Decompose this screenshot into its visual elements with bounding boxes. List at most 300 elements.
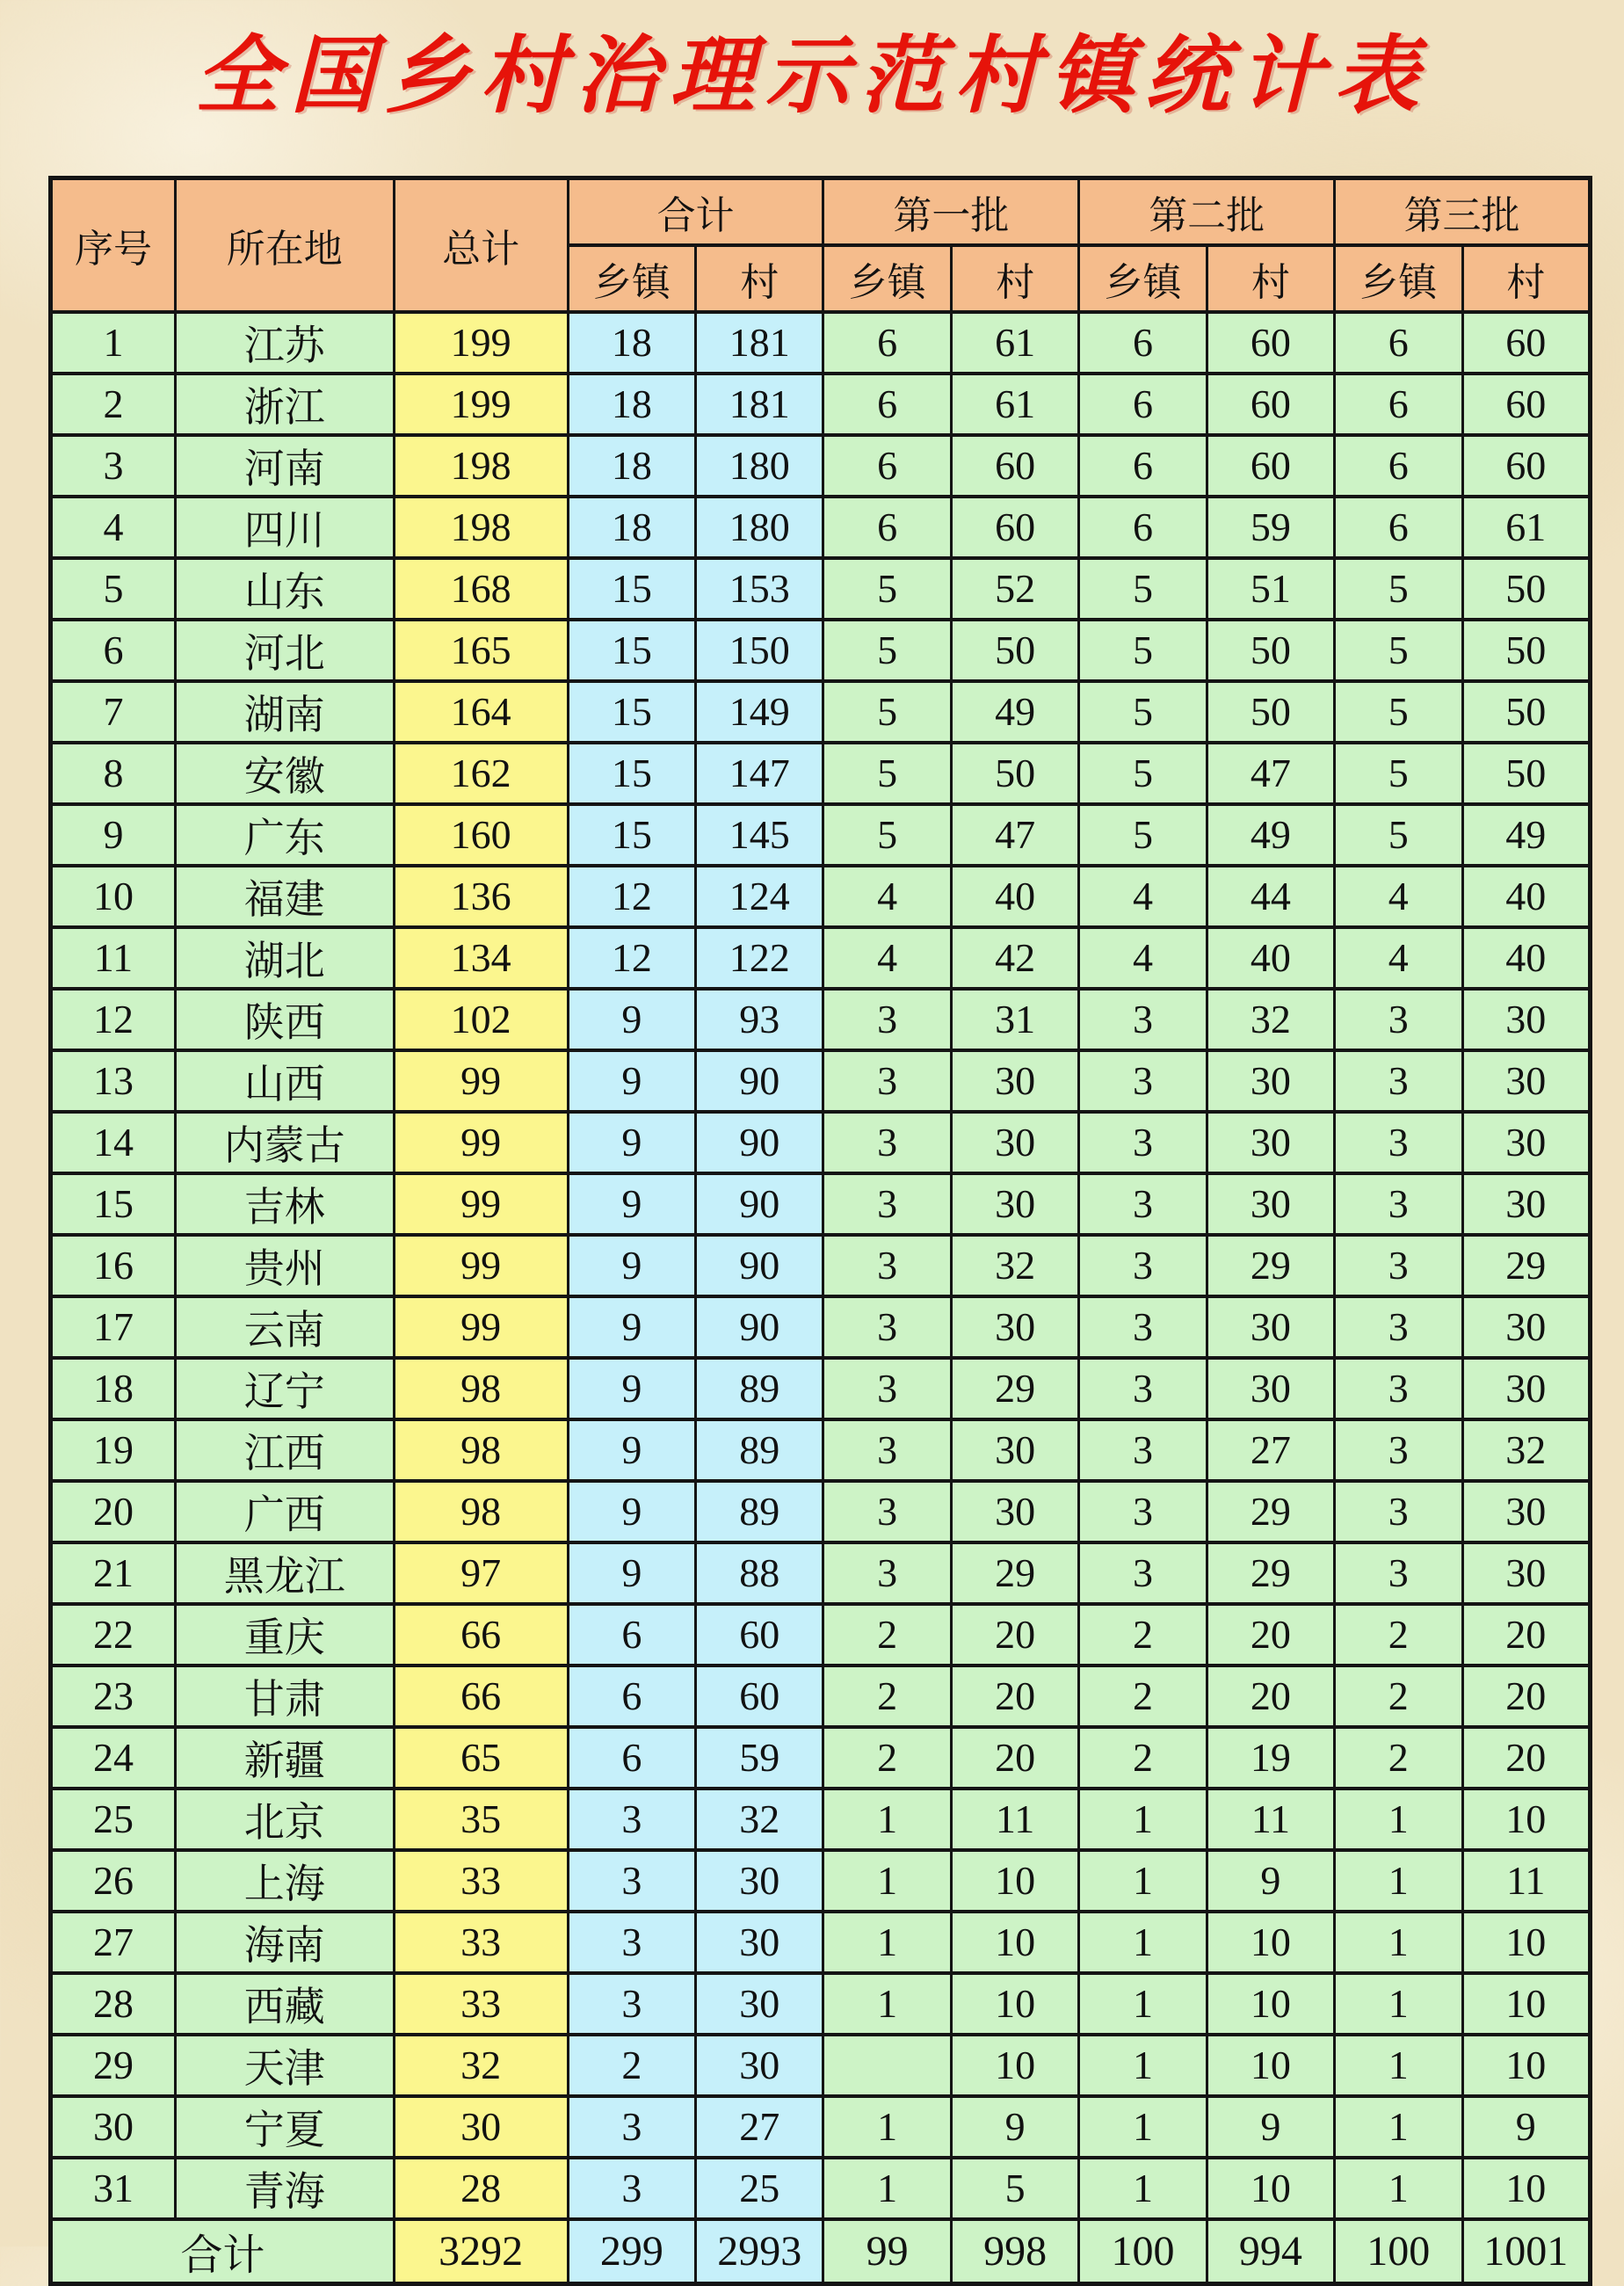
cell-batch3-villages: 60 bbox=[1462, 374, 1591, 435]
cell-batch2-townships: 3 bbox=[1079, 1173, 1207, 1235]
cell-subtotal-townships: 9 bbox=[568, 1112, 695, 1173]
cell-index: 20 bbox=[51, 1481, 176, 1542]
cell-batch1-villages: 31 bbox=[951, 989, 1078, 1050]
cell-index: 13 bbox=[51, 1050, 176, 1112]
cell-grand-total: 199 bbox=[394, 374, 568, 435]
cell-batch2-townships: 6 bbox=[1079, 374, 1207, 435]
cell-batch2-villages: 30 bbox=[1207, 1050, 1334, 1112]
cell-batch2-townships: 3 bbox=[1079, 1050, 1207, 1112]
cell-grand-total: 66 bbox=[394, 1604, 568, 1666]
cell-grand-total: 134 bbox=[394, 927, 568, 989]
cell-batch2-villages: 10 bbox=[1207, 2158, 1334, 2219]
cell-subtotal-townships: 12 bbox=[568, 927, 695, 989]
cell-subtotal-villages: 89 bbox=[696, 1419, 823, 1481]
cell-subtotal-villages: 25 bbox=[696, 2158, 823, 2219]
cell-batch2-villages: 20 bbox=[1207, 1604, 1334, 1666]
cell-index: 26 bbox=[51, 1850, 176, 1912]
cell-location: 安徽 bbox=[175, 743, 394, 804]
cell-batch3-villages: 30 bbox=[1462, 1112, 1591, 1173]
cell-grand-total: 199 bbox=[394, 312, 568, 374]
cell-batch1-townships: 3 bbox=[823, 1235, 951, 1296]
cell-batch3-villages: 50 bbox=[1462, 681, 1591, 743]
statistics-table bbox=[48, 176, 1592, 2286]
cell-batch1-townships: 2 bbox=[823, 1666, 951, 1727]
table-row bbox=[51, 435, 1591, 497]
cell-batch3-townships: 6 bbox=[1335, 312, 1462, 374]
cell-subtotal-townships: 15 bbox=[568, 743, 695, 804]
cell-batch3-villages: 40 bbox=[1462, 927, 1591, 989]
cell-location: 天津 bbox=[175, 2035, 394, 2096]
cell-batch1-townships: 6 bbox=[823, 497, 951, 558]
header-grand-total: 总计 bbox=[394, 178, 568, 312]
cell-index: 23 bbox=[51, 1666, 176, 1727]
cell-batch1-townships: 3 bbox=[823, 1050, 951, 1112]
cell-batch1-villages: 30 bbox=[951, 1481, 1078, 1542]
cell-batch2-townships: 2 bbox=[1079, 1604, 1207, 1666]
cell-batch2-townships: 6 bbox=[1079, 497, 1207, 558]
table-row bbox=[51, 1604, 1591, 1666]
cell-batch1-villages: 11 bbox=[951, 1789, 1078, 1850]
cell-location: 浙江 bbox=[175, 374, 394, 435]
cell-index: 8 bbox=[51, 743, 176, 804]
table-body bbox=[51, 312, 1591, 2219]
cell-batch1-villages: 20 bbox=[951, 1727, 1078, 1789]
cell-batch2-townships: 1 bbox=[1079, 2096, 1207, 2158]
cell-batch3-townships: 3 bbox=[1335, 1296, 1462, 1358]
cell-batch3-townships: 1 bbox=[1335, 1912, 1462, 1973]
table-row bbox=[51, 1173, 1591, 1235]
cell-batch2-villages: 29 bbox=[1207, 1235, 1334, 1296]
header-group-batch-3: 第三批 bbox=[1335, 178, 1591, 245]
cell-batch3-villages: 30 bbox=[1462, 1481, 1591, 1542]
cell-batch2-villages: 9 bbox=[1207, 1850, 1334, 1912]
cell-batch1-townships: 1 bbox=[823, 1850, 951, 1912]
header-batch3-villages: 村 bbox=[1462, 245, 1591, 312]
cell-subtotal-villages: 93 bbox=[696, 989, 823, 1050]
cell-subtotal-townships: 3 bbox=[568, 1850, 695, 1912]
cell-batch2-villages: 29 bbox=[1207, 1481, 1334, 1542]
cell-batch1-villages: 30 bbox=[951, 1112, 1078, 1173]
cell-batch2-townships: 5 bbox=[1079, 620, 1207, 681]
cell-subtotal-townships: 9 bbox=[568, 1481, 695, 1542]
total-grand-total: 3292 bbox=[394, 2219, 568, 2284]
cell-batch1-villages: 52 bbox=[951, 558, 1078, 620]
table-row bbox=[51, 1419, 1591, 1481]
cell-batch1-townships: 2 bbox=[823, 1727, 951, 1789]
cell-batch1-townships: 1 bbox=[823, 1912, 951, 1973]
cell-batch3-townships: 1 bbox=[1335, 1850, 1462, 1912]
cell-batch1-townships bbox=[823, 2035, 951, 2096]
cell-subtotal-villages: 90 bbox=[696, 1296, 823, 1358]
cell-batch3-townships: 1 bbox=[1335, 2158, 1462, 2219]
cell-subtotal-townships: 3 bbox=[568, 2096, 695, 2158]
cell-subtotal-villages: 27 bbox=[696, 2096, 823, 2158]
cell-batch1-villages: 10 bbox=[951, 2035, 1078, 2096]
cell-grand-total: 165 bbox=[394, 620, 568, 681]
cell-location: 福建 bbox=[175, 866, 394, 927]
table-row bbox=[51, 1050, 1591, 1112]
cell-grand-total: 99 bbox=[394, 1173, 568, 1235]
cell-batch2-townships: 1 bbox=[1079, 1912, 1207, 1973]
cell-index: 10 bbox=[51, 866, 176, 927]
cell-batch3-townships: 4 bbox=[1335, 927, 1462, 989]
cell-subtotal-townships: 3 bbox=[568, 1789, 695, 1850]
cell-subtotal-villages: 145 bbox=[696, 804, 823, 866]
cell-location: 河南 bbox=[175, 435, 394, 497]
cell-batch3-townships: 3 bbox=[1335, 1358, 1462, 1419]
cell-subtotal-villages: 147 bbox=[696, 743, 823, 804]
cell-subtotal-villages: 180 bbox=[696, 497, 823, 558]
cell-subtotal-villages: 88 bbox=[696, 1542, 823, 1604]
cell-index: 3 bbox=[51, 435, 176, 497]
table-row bbox=[51, 1358, 1591, 1419]
cell-batch2-townships: 3 bbox=[1079, 1235, 1207, 1296]
cell-batch2-townships: 2 bbox=[1079, 1727, 1207, 1789]
cell-index: 4 bbox=[51, 497, 176, 558]
cell-index: 6 bbox=[51, 620, 176, 681]
table-row bbox=[51, 681, 1591, 743]
cell-index: 24 bbox=[51, 1727, 176, 1789]
cell-batch3-villages: 10 bbox=[1462, 2158, 1591, 2219]
cell-subtotal-townships: 9 bbox=[568, 1235, 695, 1296]
header-group-batch-2: 第二批 bbox=[1079, 178, 1335, 245]
total-subtotal-villages: 2993 bbox=[696, 2219, 823, 2284]
cell-subtotal-villages: 122 bbox=[696, 927, 823, 989]
cell-grand-total: 136 bbox=[394, 866, 568, 927]
cell-subtotal-villages: 90 bbox=[696, 1235, 823, 1296]
cell-batch2-villages: 32 bbox=[1207, 989, 1334, 1050]
cell-batch2-townships: 5 bbox=[1079, 681, 1207, 743]
cell-location: 辽宁 bbox=[175, 1358, 394, 1419]
cell-batch2-villages: 10 bbox=[1207, 1912, 1334, 1973]
cell-grand-total: 198 bbox=[394, 435, 568, 497]
cell-subtotal-townships: 18 bbox=[568, 374, 695, 435]
cell-index: 15 bbox=[51, 1173, 176, 1235]
cell-batch1-townships: 1 bbox=[823, 1973, 951, 2035]
cell-subtotal-villages: 153 bbox=[696, 558, 823, 620]
cell-location: 四川 bbox=[175, 497, 394, 558]
cell-batch1-villages: 60 bbox=[951, 435, 1078, 497]
cell-index: 9 bbox=[51, 804, 176, 866]
cell-batch1-villages: 9 bbox=[951, 2096, 1078, 2158]
cell-subtotal-townships: 3 bbox=[568, 1973, 695, 2035]
cell-batch3-townships: 3 bbox=[1335, 1542, 1462, 1604]
cell-subtotal-villages: 30 bbox=[696, 1850, 823, 1912]
cell-location: 云南 bbox=[175, 1296, 394, 1358]
cell-batch2-townships: 3 bbox=[1079, 1358, 1207, 1419]
cell-batch3-townships: 3 bbox=[1335, 1173, 1462, 1235]
table-row bbox=[51, 1666, 1591, 1727]
cell-index: 7 bbox=[51, 681, 176, 743]
cell-batch2-townships: 1 bbox=[1079, 2158, 1207, 2219]
cell-subtotal-villages: 90 bbox=[696, 1112, 823, 1173]
table-row bbox=[51, 1850, 1591, 1912]
cell-grand-total: 98 bbox=[394, 1358, 568, 1419]
cell-location: 湖北 bbox=[175, 927, 394, 989]
cell-subtotal-townships: 15 bbox=[568, 558, 695, 620]
cell-grand-total: 33 bbox=[394, 1973, 568, 2035]
cell-batch3-townships: 2 bbox=[1335, 1604, 1462, 1666]
cell-location: 青海 bbox=[175, 2158, 394, 2219]
cell-batch3-villages: 29 bbox=[1462, 1235, 1591, 1296]
cell-location: 广东 bbox=[175, 804, 394, 866]
table-row bbox=[51, 1912, 1591, 1973]
cell-batch2-townships: 3 bbox=[1079, 1542, 1207, 1604]
cell-batch2-villages: 40 bbox=[1207, 927, 1334, 989]
cell-grand-total: 164 bbox=[394, 681, 568, 743]
cell-grand-total: 102 bbox=[394, 989, 568, 1050]
cell-location: 广西 bbox=[175, 1481, 394, 1542]
cell-grand-total: 35 bbox=[394, 1789, 568, 1850]
cell-batch3-villages: 10 bbox=[1462, 1912, 1591, 1973]
table-row bbox=[51, 743, 1591, 804]
cell-grand-total: 162 bbox=[394, 743, 568, 804]
total-batch2-villages: 994 bbox=[1207, 2219, 1334, 2284]
cell-grand-total: 198 bbox=[394, 497, 568, 558]
cell-batch3-villages: 30 bbox=[1462, 1296, 1591, 1358]
cell-subtotal-villages: 180 bbox=[696, 435, 823, 497]
cell-subtotal-townships: 6 bbox=[568, 1666, 695, 1727]
cell-batch1-villages: 10 bbox=[951, 1973, 1078, 2035]
cell-subtotal-villages: 89 bbox=[696, 1358, 823, 1419]
cell-index: 2 bbox=[51, 374, 176, 435]
cell-batch3-townships: 4 bbox=[1335, 866, 1462, 927]
cell-subtotal-villages: 181 bbox=[696, 312, 823, 374]
cell-batch3-villages: 50 bbox=[1462, 558, 1591, 620]
table-row bbox=[51, 927, 1591, 989]
cell-batch1-townships: 3 bbox=[823, 989, 951, 1050]
cell-batch2-villages: 27 bbox=[1207, 1419, 1334, 1481]
cell-batch3-townships: 3 bbox=[1335, 1419, 1462, 1481]
cell-grand-total: 66 bbox=[394, 1666, 568, 1727]
table-row bbox=[51, 866, 1591, 927]
cell-batch2-townships: 6 bbox=[1079, 312, 1207, 374]
cell-batch3-townships: 6 bbox=[1335, 497, 1462, 558]
cell-subtotal-villages: 181 bbox=[696, 374, 823, 435]
cell-batch3-villages: 11 bbox=[1462, 1850, 1591, 1912]
cell-batch3-villages: 9 bbox=[1462, 2096, 1591, 2158]
cell-index: 17 bbox=[51, 1296, 176, 1358]
cell-batch2-townships: 1 bbox=[1079, 2035, 1207, 2096]
cell-index: 18 bbox=[51, 1358, 176, 1419]
table-row bbox=[51, 2158, 1591, 2219]
cell-grand-total: 160 bbox=[394, 804, 568, 866]
cell-batch1-villages: 32 bbox=[951, 1235, 1078, 1296]
cell-subtotal-townships: 18 bbox=[568, 497, 695, 558]
header-subtotal-villages: 村 bbox=[696, 245, 823, 312]
cell-grand-total: 33 bbox=[394, 1850, 568, 1912]
cell-batch2-villages: 11 bbox=[1207, 1789, 1334, 1850]
total-batch2-townships: 100 bbox=[1079, 2219, 1207, 2284]
cell-grand-total: 30 bbox=[394, 2096, 568, 2158]
cell-batch1-townships: 3 bbox=[823, 1481, 951, 1542]
cell-index: 30 bbox=[51, 2096, 176, 2158]
cell-location: 西藏 bbox=[175, 1973, 394, 2035]
cell-grand-total: 33 bbox=[394, 1912, 568, 1973]
table-row bbox=[51, 2096, 1591, 2158]
cell-batch2-villages: 30 bbox=[1207, 1358, 1334, 1419]
cell-grand-total: 99 bbox=[394, 1235, 568, 1296]
header-index: 序号 bbox=[51, 178, 176, 312]
cell-subtotal-villages: 30 bbox=[696, 1912, 823, 1973]
cell-subtotal-townships: 15 bbox=[568, 681, 695, 743]
cell-batch3-villages: 40 bbox=[1462, 866, 1591, 927]
table-row bbox=[51, 1973, 1591, 2035]
cell-location: 吉林 bbox=[175, 1173, 394, 1235]
cell-index: 11 bbox=[51, 927, 176, 989]
table-row bbox=[51, 558, 1591, 620]
cell-index: 19 bbox=[51, 1419, 176, 1481]
table-row bbox=[51, 989, 1591, 1050]
cell-batch3-townships: 1 bbox=[1335, 2035, 1462, 2096]
cell-subtotal-townships: 6 bbox=[568, 1727, 695, 1789]
cell-batch2-villages: 60 bbox=[1207, 312, 1334, 374]
cell-batch2-townships: 1 bbox=[1079, 1789, 1207, 1850]
cell-location: 上海 bbox=[175, 1850, 394, 1912]
cell-batch3-townships: 3 bbox=[1335, 989, 1462, 1050]
cell-subtotal-townships: 6 bbox=[568, 1604, 695, 1666]
cell-batch3-townships: 5 bbox=[1335, 620, 1462, 681]
cell-batch3-townships: 5 bbox=[1335, 558, 1462, 620]
cell-grand-total: 28 bbox=[394, 2158, 568, 2219]
cell-subtotal-villages: 150 bbox=[696, 620, 823, 681]
cell-subtotal-townships: 9 bbox=[568, 1358, 695, 1419]
cell-subtotal-villages: 30 bbox=[696, 2035, 823, 2096]
cell-batch2-villages: 44 bbox=[1207, 866, 1334, 927]
cell-subtotal-villages: 60 bbox=[696, 1604, 823, 1666]
cell-batch3-villages: 30 bbox=[1462, 1542, 1591, 1604]
cell-batch3-townships: 5 bbox=[1335, 804, 1462, 866]
cell-batch2-villages: 10 bbox=[1207, 2035, 1334, 2096]
cell-grand-total: 98 bbox=[394, 1419, 568, 1481]
cell-index: 27 bbox=[51, 1912, 176, 1973]
cell-location: 重庆 bbox=[175, 1604, 394, 1666]
total-batch3-townships: 100 bbox=[1335, 2219, 1462, 2284]
table-row bbox=[51, 1112, 1591, 1173]
cell-subtotal-villages: 124 bbox=[696, 866, 823, 927]
cell-location: 山东 bbox=[175, 558, 394, 620]
cell-batch1-townships: 2 bbox=[823, 1604, 951, 1666]
cell-batch1-villages: 5 bbox=[951, 2158, 1078, 2219]
cell-subtotal-townships: 3 bbox=[568, 2158, 695, 2219]
cell-location: 甘肃 bbox=[175, 1666, 394, 1727]
cell-batch2-villages: 60 bbox=[1207, 374, 1334, 435]
cell-batch1-townships: 6 bbox=[823, 312, 951, 374]
table-row bbox=[51, 1296, 1591, 1358]
cell-index: 28 bbox=[51, 1973, 176, 2035]
cell-batch1-townships: 3 bbox=[823, 1173, 951, 1235]
cell-index: 14 bbox=[51, 1112, 176, 1173]
total-row bbox=[51, 2219, 1591, 2284]
cell-batch2-townships: 3 bbox=[1079, 1419, 1207, 1481]
cell-location: 江苏 bbox=[175, 312, 394, 374]
table-row bbox=[51, 620, 1591, 681]
cell-batch2-townships: 3 bbox=[1079, 1112, 1207, 1173]
cell-batch1-townships: 4 bbox=[823, 927, 951, 989]
cell-batch2-villages: 29 bbox=[1207, 1542, 1334, 1604]
table-row bbox=[51, 1727, 1591, 1789]
cell-grand-total: 98 bbox=[394, 1481, 568, 1542]
cell-batch1-villages: 47 bbox=[951, 804, 1078, 866]
cell-batch2-townships: 5 bbox=[1079, 558, 1207, 620]
table-row bbox=[51, 312, 1591, 374]
cell-location: 海南 bbox=[175, 1912, 394, 1973]
cell-location: 江西 bbox=[175, 1419, 394, 1481]
cell-batch1-townships: 4 bbox=[823, 866, 951, 927]
cell-batch2-townships: 4 bbox=[1079, 927, 1207, 989]
cell-grand-total: 99 bbox=[394, 1112, 568, 1173]
cell-subtotal-townships: 9 bbox=[568, 1173, 695, 1235]
total-subtotal-townships: 299 bbox=[568, 2219, 695, 2284]
cell-batch2-villages: 47 bbox=[1207, 743, 1334, 804]
cell-subtotal-villages: 30 bbox=[696, 1973, 823, 2035]
cell-subtotal-townships: 9 bbox=[568, 1419, 695, 1481]
cell-batch1-villages: 29 bbox=[951, 1358, 1078, 1419]
cell-batch1-townships: 1 bbox=[823, 2158, 951, 2219]
cell-subtotal-townships: 9 bbox=[568, 989, 695, 1050]
cell-batch1-villages: 61 bbox=[951, 374, 1078, 435]
cell-batch1-townships: 3 bbox=[823, 1542, 951, 1604]
cell-batch2-villages: 60 bbox=[1207, 435, 1334, 497]
cell-batch2-townships: 2 bbox=[1079, 1666, 1207, 1727]
cell-batch2-townships: 5 bbox=[1079, 804, 1207, 866]
cell-batch3-townships: 6 bbox=[1335, 435, 1462, 497]
cell-location: 山西 bbox=[175, 1050, 394, 1112]
cell-batch2-villages: 20 bbox=[1207, 1666, 1334, 1727]
table-row bbox=[51, 497, 1591, 558]
cell-subtotal-townships: 12 bbox=[568, 866, 695, 927]
cell-batch3-townships: 5 bbox=[1335, 743, 1462, 804]
cell-batch2-villages: 30 bbox=[1207, 1296, 1334, 1358]
table-row bbox=[51, 374, 1591, 435]
cell-index: 25 bbox=[51, 1789, 176, 1850]
cell-batch3-villages: 30 bbox=[1462, 1050, 1591, 1112]
cell-batch1-villages: 30 bbox=[951, 1296, 1078, 1358]
cell-batch1-villages: 42 bbox=[951, 927, 1078, 989]
cell-batch1-townships: 5 bbox=[823, 681, 951, 743]
cell-batch1-villages: 30 bbox=[951, 1419, 1078, 1481]
cell-batch2-townships: 3 bbox=[1079, 1481, 1207, 1542]
cell-batch2-villages: 10 bbox=[1207, 1973, 1334, 2035]
cell-batch3-villages: 20 bbox=[1462, 1727, 1591, 1789]
cell-batch1-villages: 29 bbox=[951, 1542, 1078, 1604]
cell-batch1-villages: 20 bbox=[951, 1604, 1078, 1666]
cell-subtotal-villages: 149 bbox=[696, 681, 823, 743]
cell-location: 黑龙江 bbox=[175, 1542, 394, 1604]
cell-subtotal-villages: 90 bbox=[696, 1173, 823, 1235]
cell-batch3-villages: 30 bbox=[1462, 1358, 1591, 1419]
header-row-groups bbox=[51, 178, 1591, 245]
cell-batch1-townships: 1 bbox=[823, 1789, 951, 1850]
cell-batch3-villages: 49 bbox=[1462, 804, 1591, 866]
cell-index: 21 bbox=[51, 1542, 176, 1604]
cell-grand-total: 97 bbox=[394, 1542, 568, 1604]
cell-batch3-villages: 61 bbox=[1462, 497, 1591, 558]
cell-batch2-villages: 30 bbox=[1207, 1112, 1334, 1173]
header-batch1-villages: 村 bbox=[951, 245, 1078, 312]
cell-grand-total: 99 bbox=[394, 1296, 568, 1358]
cell-subtotal-villages: 60 bbox=[696, 1666, 823, 1727]
header-subtotal-townships: 乡镇 bbox=[568, 245, 695, 312]
cell-batch1-townships: 3 bbox=[823, 1296, 951, 1358]
header-location: 所在地 bbox=[175, 178, 394, 312]
cell-batch3-townships: 1 bbox=[1335, 2096, 1462, 2158]
cell-batch2-villages: 50 bbox=[1207, 681, 1334, 743]
cell-subtotal-townships: 15 bbox=[568, 804, 695, 866]
cell-batch1-townships: 5 bbox=[823, 558, 951, 620]
cell-batch3-townships: 3 bbox=[1335, 1050, 1462, 1112]
cell-subtotal-townships: 2 bbox=[568, 2035, 695, 2096]
